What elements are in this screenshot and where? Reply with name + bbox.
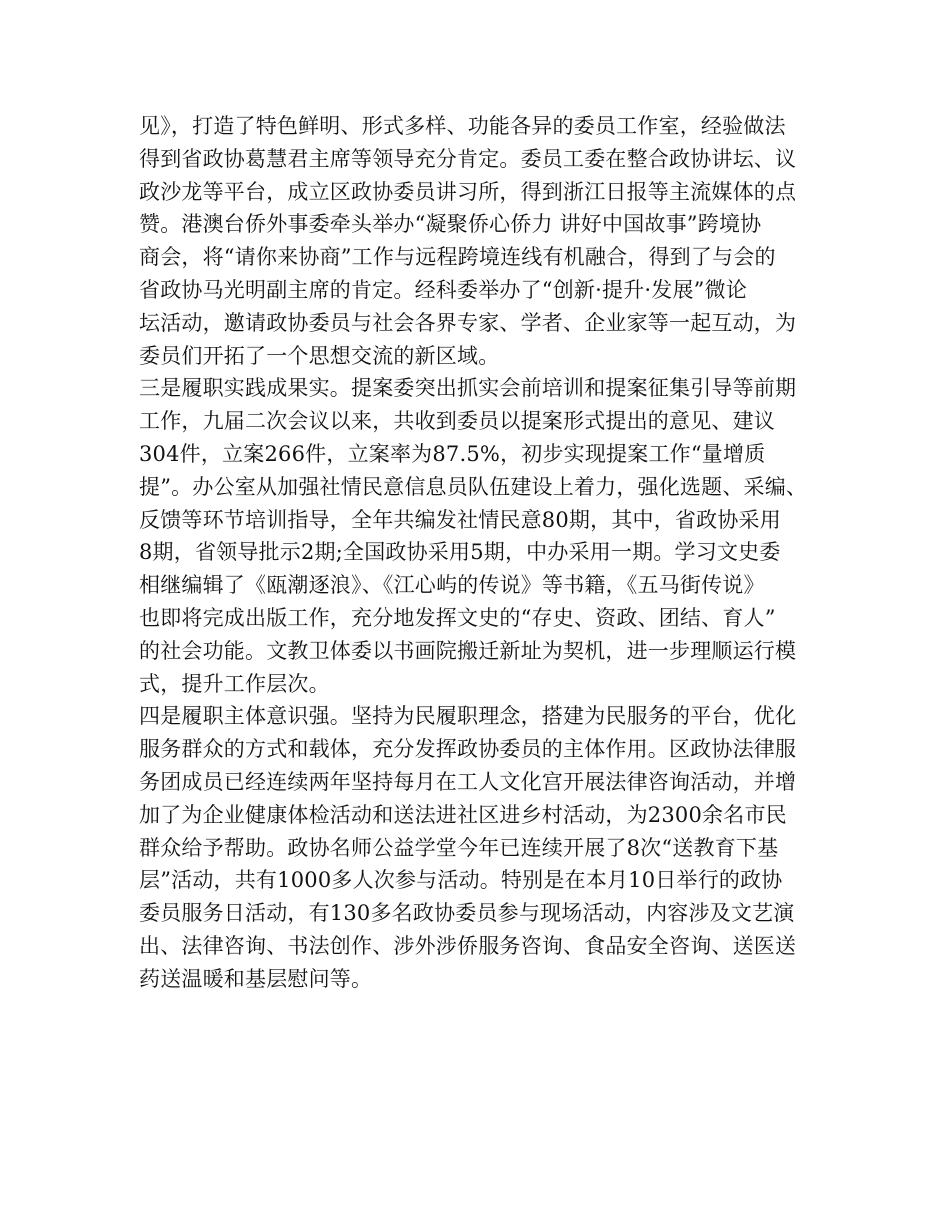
text-line: 的社会功能。文教卫体委以书画院搬迁新址为契机，进一步理顺运行模: [139, 638, 797, 663]
text-line: 委员服务日活动，有130多名政协委员参与现场活动，内容涉及文艺演: [139, 901, 795, 926]
text-line: 得到省政协葛慧君主席等领导充分肯定。委员工委在整合政协讲坛、议: [139, 146, 797, 171]
text-line: 政沙龙等平台，成立区政协委员讲习所，得到浙江日报等主流媒体的点: [139, 179, 797, 204]
text-line: 8期，省领导批示2期;全国政协采用5期，中办采用一期。学习文史委: [139, 540, 781, 565]
text-line: 坛活动，邀请政协委员与社会各界专家、学者、企业家等一起互动，为: [139, 310, 797, 335]
text-line: 见》，打造了特色鲜明、形式多样、功能各异的委员工作室，经验做法: [139, 114, 786, 138]
text-line: 提”。办公室从加强社情民意信息员队伍建设上着力，强化选题、采编、: [139, 474, 808, 499]
text-line: 赞。港澳台侨外事委牵头举办“凝聚侨心侨力 讲好中国故事”跨境协: [139, 212, 762, 237]
text-line: 委员们开拓了一个思想交流的新区域。: [139, 343, 500, 368]
text-line: 出、法律咨询、书法创作、涉外涉侨服务咨询、食品安全咨询、送医送: [139, 933, 797, 958]
text-line: 工作，九届二次会议以来，共收到委员以提案形式提出的意见、建议: [139, 409, 775, 434]
text-line: 群众给予帮助。政协名师公益学堂今年已连续开展了8次“送教育下基: [139, 835, 779, 860]
text-line: 省政协马光明副主席的肯定。经科委举办了“创新·提升·发展”微论: [139, 277, 748, 302]
text-line: 药送温暖和基层慰问等。: [139, 966, 373, 991]
text-line: 也即将完成出版工作，充分地发挥文史的“存史、资政、团结、育人”: [139, 605, 776, 630]
text-line: 服务群众的方式和载体，充分发挥政协委员的主体作用。区政协法律服: [139, 737, 797, 762]
text-line: 加了为企业健康体检活动和送法进社区进乡村活动，为2300余名市民: [139, 802, 787, 827]
text-line: 务团成员已经连续两年坚持每月在工人文化宫开展法律咨询活动，并增: [139, 769, 797, 794]
text-line: 式，提升工作层次。: [139, 671, 330, 696]
text-line: 反馈等环节培训指导，全年共编发社情民意80期，其中，省政协采用: [139, 507, 781, 532]
text-line: 层”活动，共有1000多人次参与活动。特别是在本月10日举行的政协: [139, 868, 783, 893]
text-line: 304件，立案266件，立案率为87.5%，初步实现提案工作“量增质: [139, 441, 766, 466]
paragraph-4-line: 四是履职主体意识强。坚持为民履职理念，搭建为民服务的平台，优化: [139, 704, 797, 729]
text-line: 相继编辑了《瓯潮逐浪》、《江心屿的传说》等书籍，《五马街传说》: [139, 573, 765, 598]
document-body: [139, 110, 829, 996]
text-line: 商会，将“请你来协商”工作与远程跨境连线有机融合，得到了与会的: [139, 245, 776, 270]
paragraph-3-line: 三是履职实践成果实。提案委突出抓实会前培训和提案征集引导等前期: [139, 376, 797, 401]
